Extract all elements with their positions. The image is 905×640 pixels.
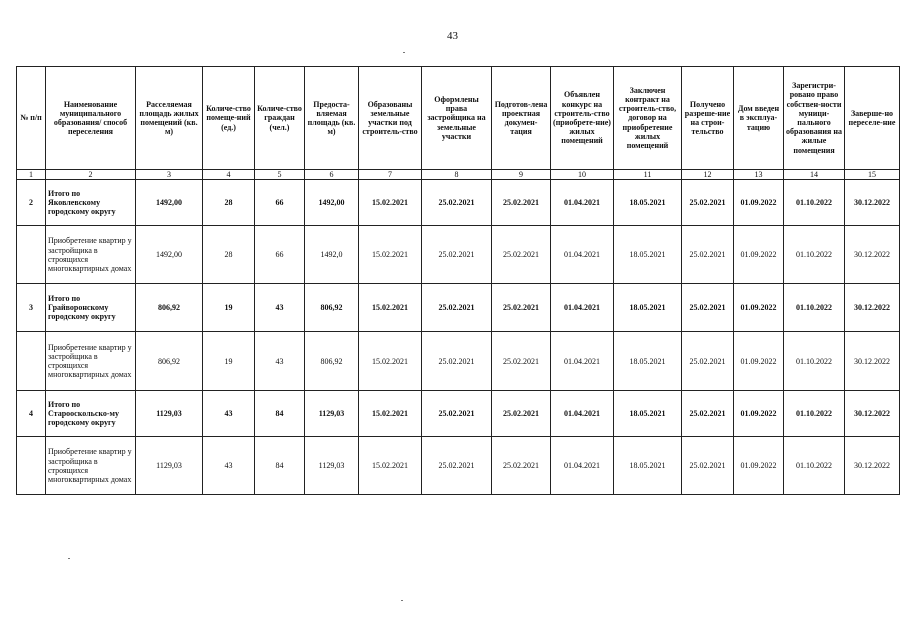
cell-citizens: 84 [255, 391, 305, 437]
cell-provided-area: 806,92 [305, 332, 359, 391]
row-index [17, 332, 46, 391]
municipality-name: Итого по Яковлевскому городскому округу [46, 180, 136, 226]
cell-date: 25.02.2021 [682, 226, 734, 284]
cell-date: 25.02.2021 [492, 284, 551, 332]
table-row-total [17, 284, 900, 332]
table-row [17, 226, 900, 284]
cell-rooms: 19 [203, 284, 255, 332]
cell-citizens: 66 [255, 180, 305, 226]
cell-date: 15.02.2021 [359, 391, 422, 437]
cell-date: 25.02.2021 [422, 437, 492, 495]
column-number: 4 [203, 170, 255, 180]
cell-provided-area: 1129,03 [305, 391, 359, 437]
header-cell: Предоста-вляемая площадь (кв. м) [305, 67, 359, 170]
header-cell: Наименование муниципального образования/ способ переселения [46, 67, 136, 170]
cell-provided-area: 1129,03 [305, 437, 359, 495]
cell-date: 15.02.2021 [359, 180, 422, 226]
cell-date: 01.04.2021 [551, 437, 614, 495]
cell-date: 25.02.2021 [422, 332, 492, 391]
row-index [17, 226, 46, 284]
cell-date: 30.12.2022 [845, 284, 900, 332]
cell-date: 25.02.2021 [492, 226, 551, 284]
cell-date: 01.04.2021 [551, 332, 614, 391]
cell-date: 01.09.2022 [734, 391, 784, 437]
scan-speck [401, 600, 403, 601]
cell-provided-area: 806,92 [305, 284, 359, 332]
municipality-name: Итого по Грайворонскому городскому округу [46, 284, 136, 332]
row-index: 3 [17, 284, 46, 332]
column-number: 5 [255, 170, 305, 180]
cell-date: 30.12.2022 [845, 332, 900, 391]
header-cell: Заключен контракт на строитель-ство, договор на приобретение жилых помещений [614, 67, 682, 170]
cell-date: 01.10.2022 [784, 391, 845, 437]
cell-rooms: 43 [203, 437, 255, 495]
method-name: Приобретение квартир у застройщика в строящихся многоквартирных домах [46, 437, 136, 495]
cell-date: 01.10.2022 [784, 332, 845, 391]
cell-date: 01.04.2021 [551, 284, 614, 332]
cell-date: 01.09.2022 [734, 284, 784, 332]
cell-date: 25.02.2021 [422, 180, 492, 226]
column-number: 7 [359, 170, 422, 180]
cell-date: 25.02.2021 [422, 391, 492, 437]
resettlement-schedule-table [16, 66, 900, 495]
header-cell: № п/п [17, 67, 46, 170]
cell-date: 15.02.2021 [359, 284, 422, 332]
cell-date: 30.12.2022 [845, 226, 900, 284]
cell-date: 01.09.2022 [734, 180, 784, 226]
cell-date: 25.02.2021 [422, 226, 492, 284]
cell-area: 1129,03 [136, 437, 203, 495]
cell-area: 1492,00 [136, 226, 203, 284]
scan-speck [403, 52, 405, 53]
cell-area: 1129,03 [136, 391, 203, 437]
row-index [17, 437, 46, 495]
cell-area: 806,92 [136, 284, 203, 332]
cell-date: 25.02.2021 [492, 180, 551, 226]
table-row [17, 437, 900, 495]
cell-date: 01.04.2021 [551, 180, 614, 226]
cell-date: 01.10.2022 [784, 284, 845, 332]
cell-citizens: 43 [255, 332, 305, 391]
cell-date: 15.02.2021 [359, 437, 422, 495]
column-number: 1 [17, 170, 46, 180]
column-number: 12 [682, 170, 734, 180]
cell-date: 25.02.2021 [682, 332, 734, 391]
cell-date: 25.02.2021 [492, 391, 551, 437]
cell-date: 25.02.2021 [492, 332, 551, 391]
column-number-row [17, 170, 900, 180]
column-number: 6 [305, 170, 359, 180]
cell-date: 01.10.2022 [784, 437, 845, 495]
header-cell: Образованы земельные участки под строитель-ство [359, 67, 422, 170]
cell-date: 25.02.2021 [492, 437, 551, 495]
method-name: Приобретение квартир у застройщика в строящихся многоквартирных домах [46, 332, 136, 391]
header-cell: Подготов-лена проектная докумен-тация [492, 67, 551, 170]
column-number: 2 [46, 170, 136, 180]
cell-citizens: 66 [255, 226, 305, 284]
cell-date: 18.05.2021 [614, 391, 682, 437]
column-number: 10 [551, 170, 614, 180]
header-cell: Получено разреше-ние на строи-тельство [682, 67, 734, 170]
row-index: 4 [17, 391, 46, 437]
cell-date: 15.02.2021 [359, 332, 422, 391]
cell-date: 18.05.2021 [614, 180, 682, 226]
column-number: 9 [492, 170, 551, 180]
header-cell: Дом введен в эксплуа-тацию [734, 67, 784, 170]
cell-date: 30.12.2022 [845, 391, 900, 437]
cell-citizens: 43 [255, 284, 305, 332]
cell-provided-area: 1492,00 [305, 180, 359, 226]
cell-date: 18.05.2021 [614, 332, 682, 391]
cell-date: 01.09.2022 [734, 332, 784, 391]
cell-date: 01.10.2022 [784, 226, 845, 284]
cell-rooms: 43 [203, 391, 255, 437]
header-cell: Заверше-но переселе-ние [845, 67, 900, 170]
header-cell: Оформлены права застройщика на земельные участки [422, 67, 492, 170]
table-row [17, 332, 900, 391]
column-number: 15 [845, 170, 900, 180]
header-cell: Зарегистри-ровано право собствен-ности муници-пального образования на жилые помещения [784, 67, 845, 170]
row-index: 2 [17, 180, 46, 226]
cell-date: 18.05.2021 [614, 437, 682, 495]
cell-area: 806,92 [136, 332, 203, 391]
header-cell: Количе-ство помеще-ний (ед.) [203, 67, 255, 170]
header-cell: Объявлен конкурс на строитель-ство (приобрете-ние) жилых помещений [551, 67, 614, 170]
column-number: 8 [422, 170, 492, 180]
cell-date: 18.05.2021 [614, 226, 682, 284]
column-number: 14 [784, 170, 845, 180]
cell-date: 30.12.2022 [845, 180, 900, 226]
column-number: 11 [614, 170, 682, 180]
header-row [17, 67, 900, 170]
cell-rooms: 28 [203, 180, 255, 226]
table-row-total [17, 391, 900, 437]
cell-date: 18.05.2021 [614, 284, 682, 332]
table-row-total [17, 180, 900, 226]
cell-date: 25.02.2021 [682, 180, 734, 226]
cell-date: 15.02.2021 [359, 226, 422, 284]
header-cell: Расселяемая площадь жилых помещений (кв. м) [136, 67, 203, 170]
cell-date: 01.09.2022 [734, 226, 784, 284]
scan-speck [68, 558, 70, 559]
cell-area: 1492,00 [136, 180, 203, 226]
cell-date: 01.09.2022 [734, 437, 784, 495]
column-number: 13 [734, 170, 784, 180]
header-cell: Количе-ство граждан (чел.) [255, 67, 305, 170]
cell-date: 25.02.2021 [682, 391, 734, 437]
cell-date: 25.02.2021 [682, 284, 734, 332]
cell-date: 01.10.2022 [784, 180, 845, 226]
cell-date: 01.04.2021 [551, 226, 614, 284]
cell-rooms: 19 [203, 332, 255, 391]
cell-citizens: 84 [255, 437, 305, 495]
cell-provided-area: 1492,0 [305, 226, 359, 284]
municipality-name: Итого по Старооскольско-му городскому округу [46, 391, 136, 437]
cell-date: 01.04.2021 [551, 391, 614, 437]
cell-date: 30.12.2022 [845, 437, 900, 495]
cell-rooms: 28 [203, 226, 255, 284]
column-number: 3 [136, 170, 203, 180]
cell-date: 25.02.2021 [422, 284, 492, 332]
cell-date: 25.02.2021 [682, 437, 734, 495]
page-number: 43 [447, 30, 458, 42]
method-name: Приобретение квартир у застройщика в строящихся многоквартирных домах [46, 226, 136, 284]
